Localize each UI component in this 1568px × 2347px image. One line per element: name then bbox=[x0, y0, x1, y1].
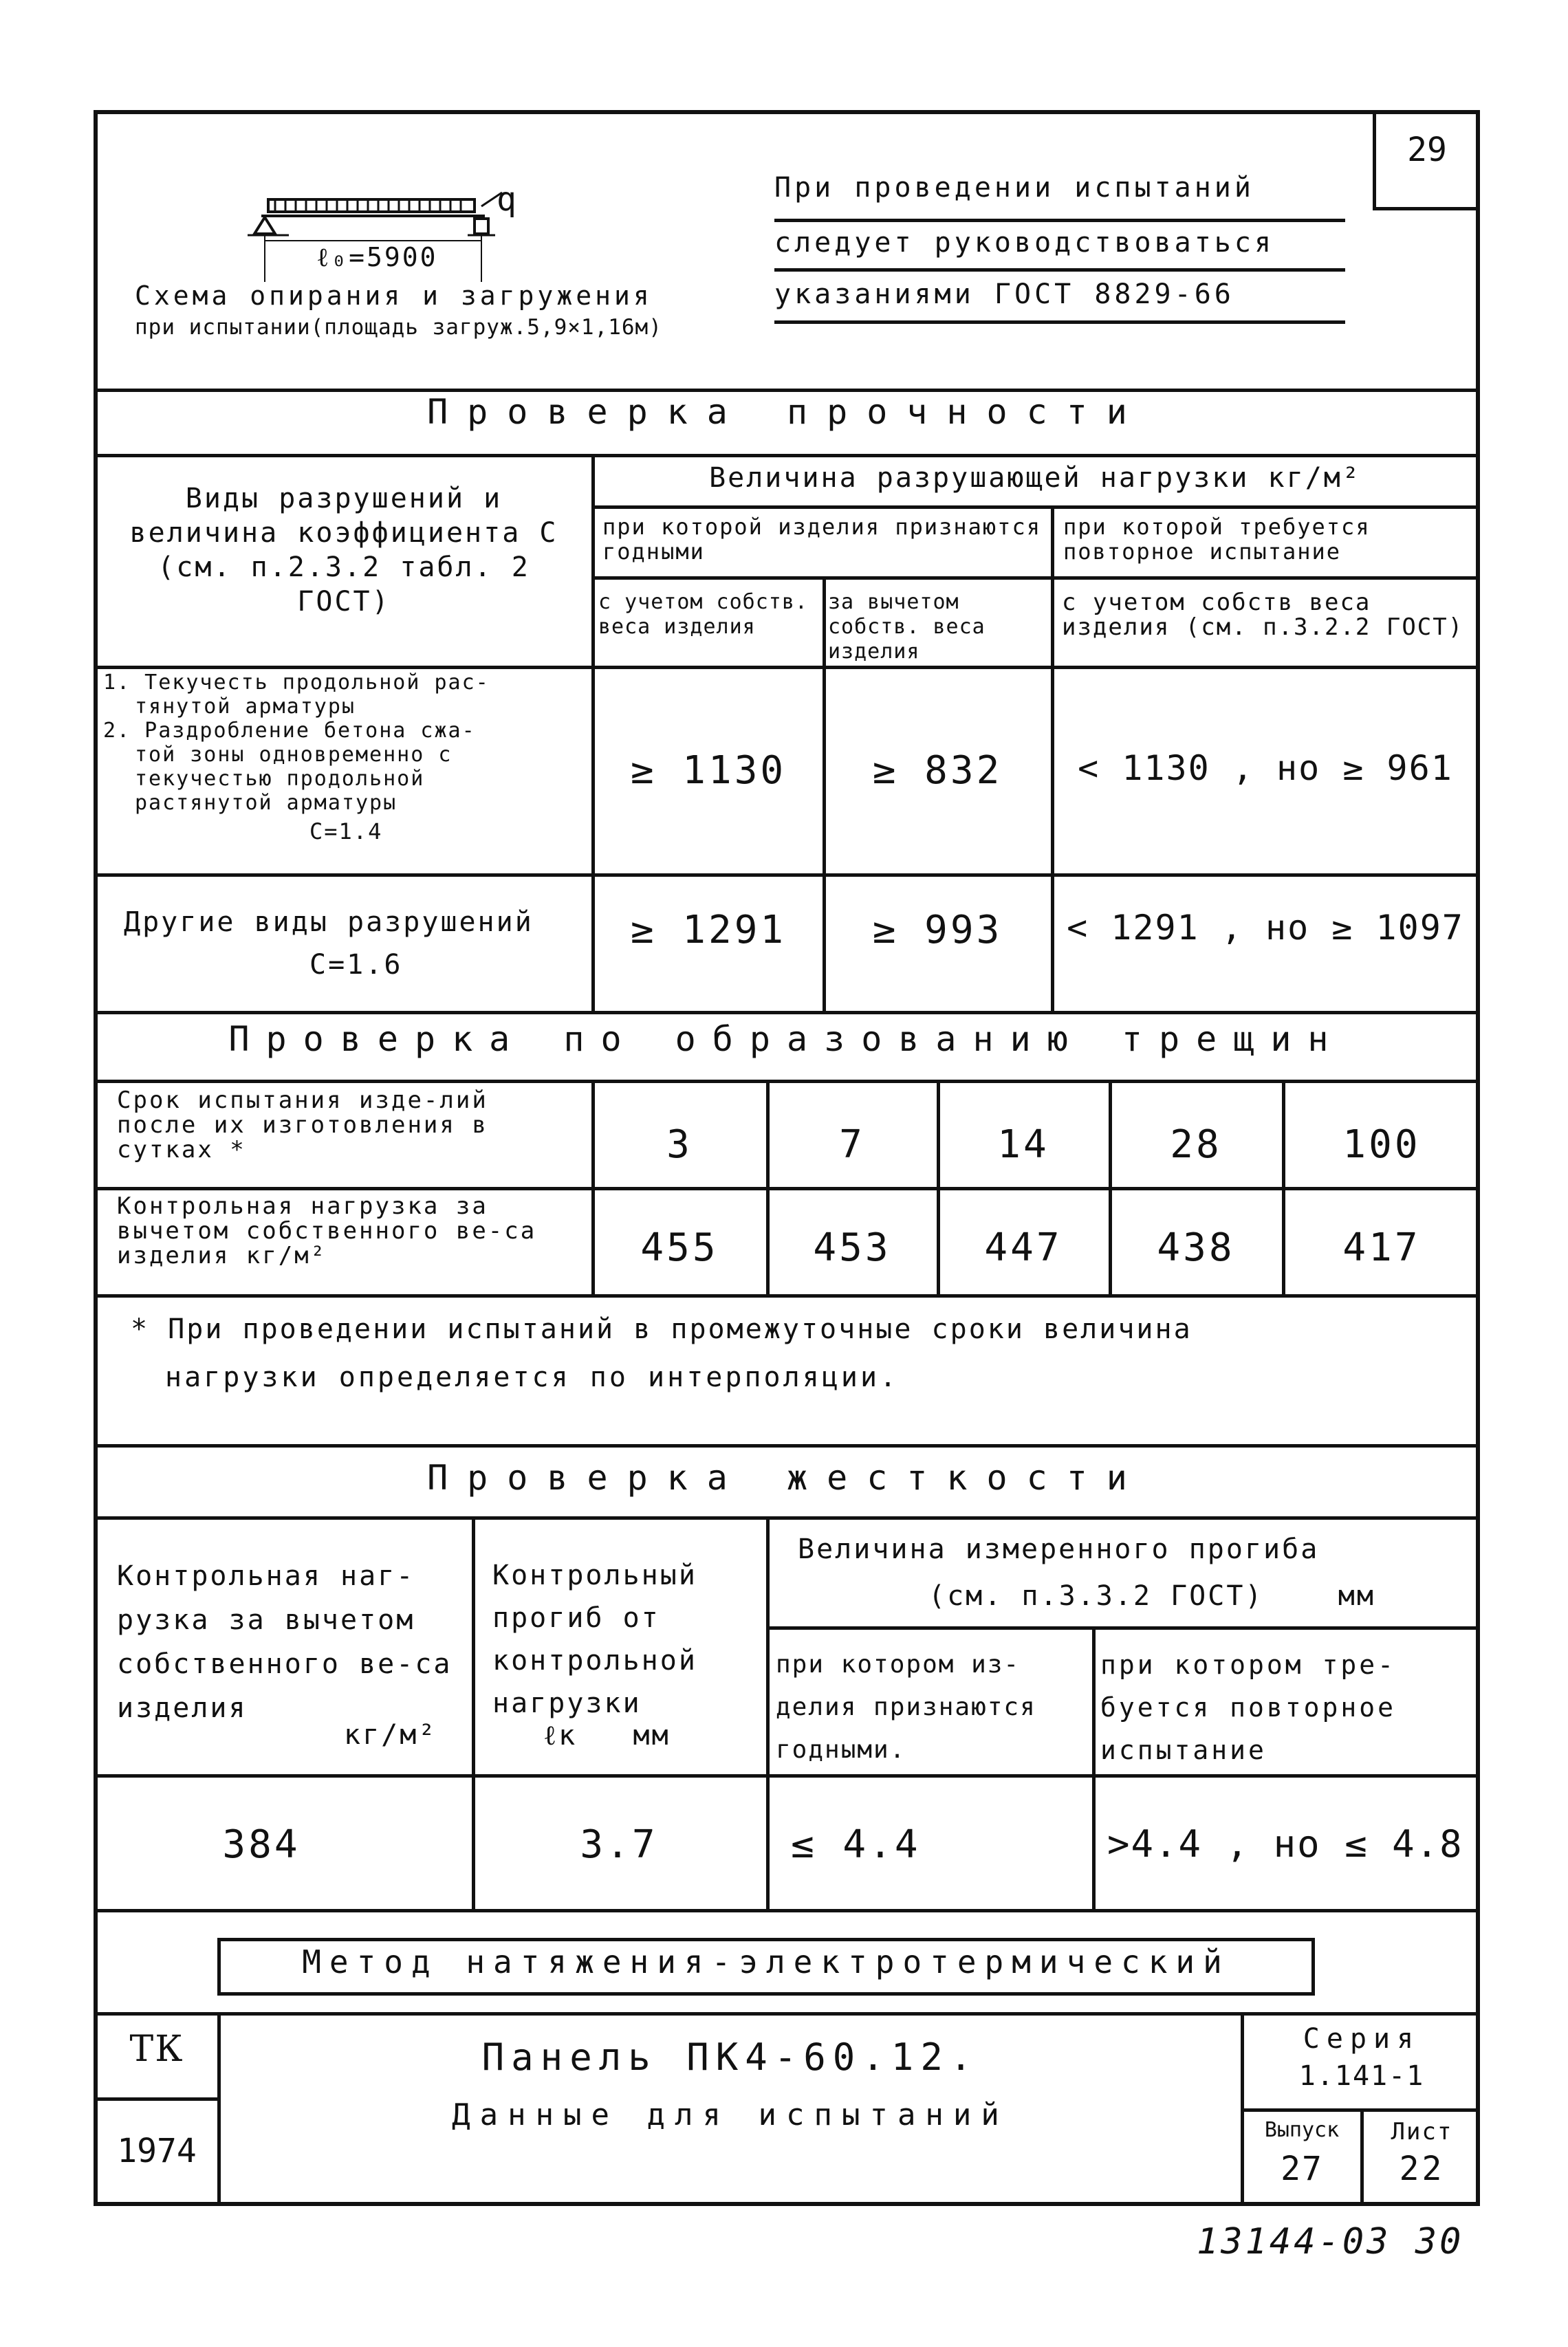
issue-label: Выпуск bbox=[1264, 2118, 1340, 2142]
strength-title: Проверка прочности bbox=[427, 392, 1146, 432]
rule bbox=[94, 1444, 1480, 1448]
rule bbox=[94, 1187, 1480, 1190]
with-weight-header: с учетом собств. веса изделия bbox=[598, 590, 808, 639]
retest-sub-header: с учетом собств веса изделия (см. п.3.2.2 ГОСТ) bbox=[1062, 589, 1464, 641]
rule bbox=[94, 2097, 217, 2101]
control-load-label: Контрольная нагрузка за вычетом собственного ве-са изделия кг/м² bbox=[117, 1192, 537, 1269]
without-weight-header: за вычетом собств. веса изделия bbox=[828, 590, 986, 664]
rule bbox=[94, 666, 1480, 669]
rule bbox=[94, 1011, 1480, 1014]
rule bbox=[1092, 1626, 1096, 1910]
rule bbox=[94, 1909, 1480, 1912]
load-bar bbox=[268, 199, 475, 212]
row2-retest: < 1291 , но ≥ 1097 bbox=[1067, 908, 1464, 948]
control-deflection-header: Контрольный прогиб от контрольной нагрузки bbox=[492, 1560, 697, 1719]
load-symbol: q bbox=[497, 180, 519, 219]
rule bbox=[1051, 509, 1054, 1011]
stiffness-load-header: Контрольная наг-рузка за вычетом собственного ве-са изделия bbox=[117, 1560, 453, 1724]
row2-coefficient: C=1.6 bbox=[309, 949, 403, 981]
deflection-fit-header: при котором из-делия признаются годными. bbox=[776, 1650, 1036, 1764]
control-deflection-unit: ℓк мм bbox=[543, 1720, 671, 1751]
measured-deflection-header-1: Величина измеренного прогиба bbox=[798, 1533, 1320, 1565]
row2-with-weight: ≥ 1291 bbox=[630, 908, 787, 952]
sheet-label: Лист bbox=[1391, 2118, 1453, 2146]
right-support bbox=[475, 219, 488, 234]
retest-header: при которой требуется повторное испытание bbox=[1063, 514, 1371, 565]
row1-coefficient: C=1.4 bbox=[309, 818, 383, 844]
day-value: 28 bbox=[1170, 1122, 1222, 1167]
issue-value: 27 bbox=[1281, 2150, 1323, 2188]
test-note-1: При проведении испытаний bbox=[774, 172, 1254, 204]
test-note-3: указаниями ГОСТ 8829-66 bbox=[774, 279, 1234, 310]
control-load-value: 417 bbox=[1342, 1225, 1421, 1270]
series-value: 1.141-1 bbox=[1298, 2060, 1425, 2092]
row2-label-1: Другие виды разрушений bbox=[124, 906, 534, 938]
fit-header: при которой изделия признаются годными bbox=[602, 514, 1041, 565]
control-load-value: 447 bbox=[984, 1225, 1063, 1270]
archive-number: 13144-03 30 bbox=[1197, 2221, 1464, 2262]
panel-title: Панель ПК4-60.12. bbox=[481, 2035, 979, 2079]
stiffness-title: Проверка жесткости bbox=[427, 1458, 1146, 1498]
row1-label-2: тянутой арматуры bbox=[135, 695, 356, 719]
rule bbox=[94, 1294, 1480, 1298]
day-value: 3 bbox=[666, 1122, 693, 1167]
underline-3 bbox=[774, 320, 1345, 324]
control-load-value: 438 bbox=[1157, 1225, 1235, 1270]
rule bbox=[94, 1774, 1480, 1778]
row1-without-weight: ≥ 832 bbox=[872, 748, 1003, 793]
day-value: 7 bbox=[839, 1122, 865, 1167]
panel-subtitle: Данные для испытаний bbox=[452, 2097, 1009, 2132]
span-label: ℓ₀=5900 bbox=[316, 242, 438, 272]
row1-label-5: текучестью продольной bbox=[135, 767, 425, 791]
control-load-value: 453 bbox=[813, 1225, 891, 1270]
stiffness-load-value: 384 bbox=[222, 1822, 301, 1867]
rule bbox=[591, 576, 1480, 580]
rule bbox=[94, 1516, 1480, 1520]
rule bbox=[94, 2012, 1480, 2016]
row1-label-6: растянутой арматуры bbox=[135, 791, 398, 815]
diagram-caption-2: при испытании(площадь загруж.5,9×1,16м) bbox=[135, 315, 662, 340]
measured-deflection-header-2: (см. п.3.3.2 ГОСТ) мм bbox=[928, 1580, 1375, 1612]
rule bbox=[766, 1516, 770, 1910]
row1-label-1: 1. Текучесть продольной рас- bbox=[103, 670, 490, 695]
stiffness-load-unit: кг/м² bbox=[344, 1719, 437, 1751]
deflection-retest-header: при котором тре-буется повторное испытание bbox=[1100, 1650, 1397, 1765]
fracture-types-header: Виды разрушений и величина коэффициента С (см. п.2.3.2 табл. 2 ГОСТ) bbox=[129, 483, 558, 618]
day-value: 14 bbox=[997, 1122, 1049, 1167]
row1-with-weight: ≥ 1130 bbox=[630, 748, 787, 793]
series-label: Серия bbox=[1303, 2023, 1421, 2055]
sheet-value: 22 bbox=[1399, 2150, 1445, 2188]
underline-1 bbox=[774, 219, 1345, 222]
deflection-fit-value: ≤ 4.4 bbox=[791, 1822, 921, 1867]
diagram-caption-1: Схема опирания и загружения bbox=[135, 281, 653, 311]
day-value: 100 bbox=[1342, 1122, 1421, 1167]
breaking-load-header: Величина разрушающей нагрузки кг/м² bbox=[709, 462, 1361, 494]
test-note-2: следует руководствоваться bbox=[774, 227, 1275, 259]
rule bbox=[766, 1626, 1480, 1630]
tensioning-method: Метод натяжения-электротермический bbox=[302, 1943, 1230, 1980]
rule bbox=[94, 873, 1480, 877]
page-number: 29 bbox=[1407, 131, 1447, 169]
row1-label-4: той зоны одновременно с bbox=[135, 743, 453, 767]
row2-without-weight: ≥ 993 bbox=[872, 908, 1003, 952]
rule bbox=[94, 454, 1480, 457]
crack-title: Проверка по образованию трещин bbox=[228, 1019, 1345, 1059]
rule bbox=[472, 1516, 475, 1910]
tk-mark: ТК bbox=[129, 2029, 184, 2070]
control-load-value: 455 bbox=[640, 1225, 719, 1270]
rule bbox=[591, 505, 1480, 509]
underline-2 bbox=[774, 268, 1345, 272]
deflection-retest-value: >4.4 , но ≤ 4.8 bbox=[1107, 1822, 1463, 1866]
control-deflection-value: 3.7 bbox=[580, 1822, 658, 1867]
left-support bbox=[254, 217, 275, 234]
row1-label-3: 2. Раздробление бетона сжа- bbox=[103, 719, 476, 743]
footnote-2: нагрузки определяется по интерполяции. bbox=[165, 1362, 900, 1393]
row1-retest: < 1130 , но ≥ 961 bbox=[1078, 748, 1453, 788]
year: 1974 bbox=[117, 2132, 197, 2170]
footnote-1: * При проведении испытаний в промежуточные сроки величина bbox=[131, 1313, 1193, 1345]
rule bbox=[94, 1080, 1480, 1083]
test-age-label: Срок испытания изде-лий после их изготовления в сутках * bbox=[117, 1087, 488, 1164]
